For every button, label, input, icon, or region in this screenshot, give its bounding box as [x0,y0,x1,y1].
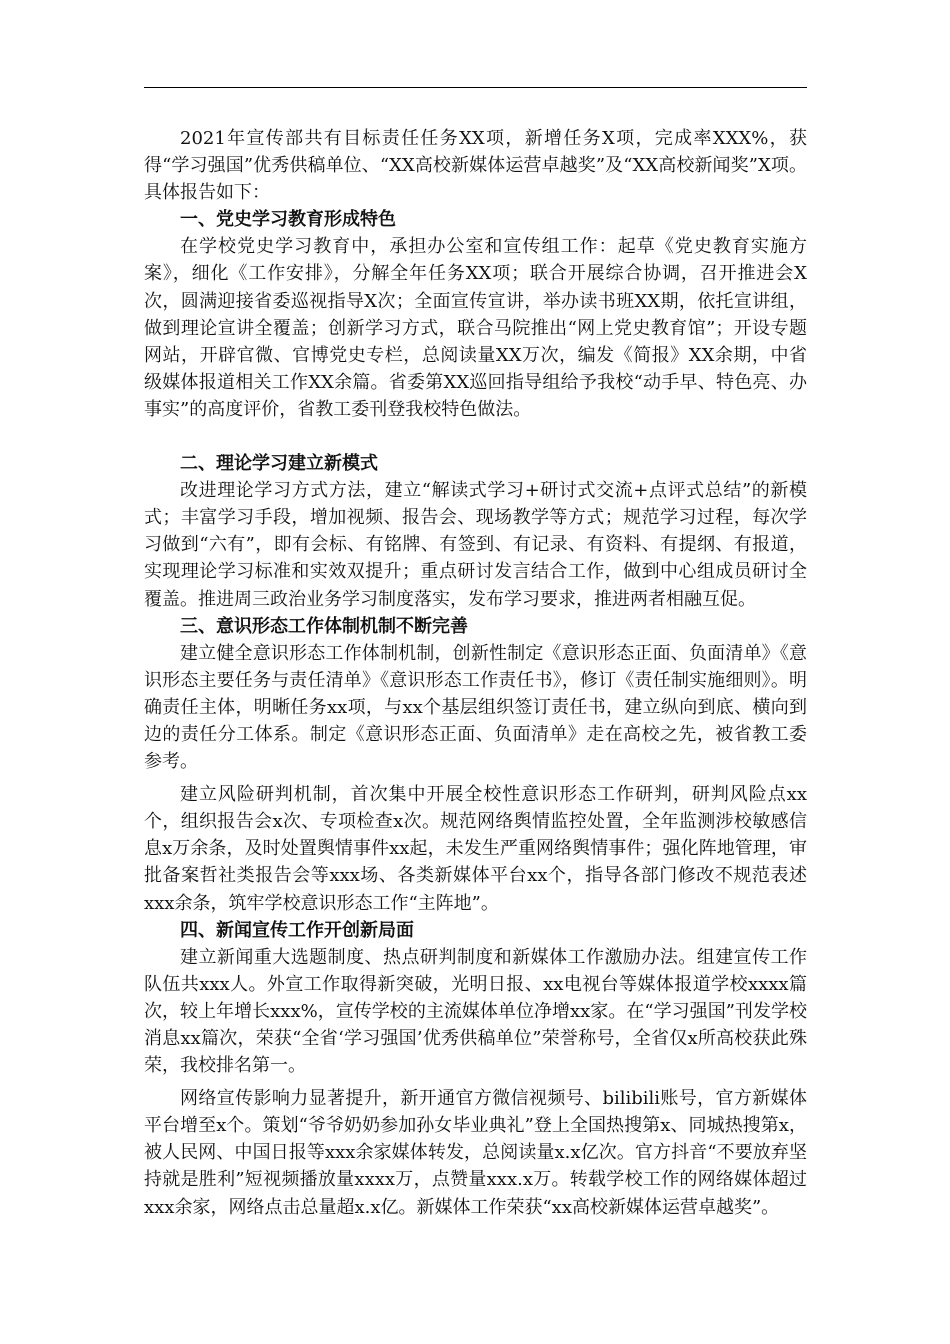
header-rule [144,87,807,88]
section-heading-1: 一、党史学习教育形成特色 [180,209,396,231]
blank-line [144,423,807,450]
section-heading-2: 二、理论学习建立新模式 [180,453,378,475]
section-1-paragraph-1: 在学校党史学习教育中，承担办公室和宣传组工作：起草《党史教育实施方案》，细化《工作安排》，分解全年任务XX项；联合开展综合协调，召开推进会X次，圆满迎接省委巡视指导X次；全面宣传宣讲，举办读书班XX期，依托宣讲组，做到理论宣讲全覆盖；创新学习方式，联合马院推出“网上党史教育馆”；开设专题网站，开辟官微、官博党史专栏，总阅读量XX万次，编发《简报》XX余期，中省级媒体报道相关工作XX余篇。省委第XX巡回指导组给予我校“动手早、特色亮、办事实”的高度评价，省教工委刊登我校特色做法。 [144,236,807,420]
section-4-paragraph-1: 建立新闻重大选题制度、热点研判制度和新媒体工作激励办法。组建宣传工作队伍共xxx人。外宣工作取得新突破，光明日报、xx电视台等媒体报道学校xxxx篇次，较上年增长xxx%，宣传学校的主流媒体单位净增xx家。在“学习强国”刊发学校消息xx篇次，荣获“全省‘学习强国’优秀供稿单位”荣誉称号，全省仅x所高校获此殊荣，我校排名第一。 [144,946,807,1077]
section-3-paragraph-1: 建立健全意识形态工作体制机制，创新性制定《意识形态正面、负面清单》《意识形态主要任务与责任清单》《意识形态工作责任书》，修订《责任制实施细则》。明确责任主体，明晰任务xx项，与xx个基层组织签订责任书，建立纵向到底、横向到边的责任分工体系。制定《意识形态正面、负面清单》走在高校之先，被省教工委参考。 [144,642,807,773]
section-2-paragraph-1: 改进理论学习方式方法，建立“解读式学习+研讨式交流+点评式总结”的新模式；丰富学习手段，增加视频、报告会、现场教学等方式；规范学习过程，每次学习做到“六有”，即有会标、有铭牌、有签到、有记录、有资料、有提纲、有报道，实现理论学习标准和实效双提升；重点研讨发言结合工作，做到中心组成员研讨全覆盖。推进周三政治业务学习制度落实，发布学习要求，推进两者相融互促。 [144,480,807,610]
section-heading-4: 四、新闻宣传工作开创新局面 [180,919,414,941]
intro-paragraph: 2021年宣传部共有目标责任任务XX项，新增任务X项，完成率XXX%，获得“学习强国”优秀供稿单位、“XX高校新媒体运营卓越奖”及“XX高校新闻奖”X项。具体报告如下： [144,128,807,204]
document-body [144,125,807,1221]
section-3-paragraph-2: 建立风险研判机制，首次集中开展全校性意识形态工作研判，研判风险点xx个，组织报告会x次、专项检查x次。规范网络舆情监控处置，全年监测涉校敏感信息x万余条，及时处置舆情事件xx起，未发生严重网络舆情事件；强化阵地管理，审批备案哲社类报告会等xxx场、各类新媒体平台xx个，指导各部门修改不规范表述xxx余条，筑牢学校意识形态工作“主阵地”。 [144,784,807,914]
section-heading-3: 三、意识形态工作体制机制不断完善 [180,615,468,637]
section-4-paragraph-2: 网络宣传影响力显著提升，新开通官方微信视频号、bilibili账号，官方新媒体平台增至x个。策划“爷爷奶奶参加孙女毕业典礼”登上全国热搜第x、同城热搜第x，被人民网、中国日报等xxx余家媒体转发，总阅读量x.x亿次。官方抖音“不要放弃坚持就是胜利”短视频播放量xxxx万，点赞量xxx.x万。转载学校工作的网络媒体超过xxx余家，网络点击总量超x.x亿。新媒体工作荣获“xx高校新媒体运营卓越奖”。 [144,1088,807,1218]
